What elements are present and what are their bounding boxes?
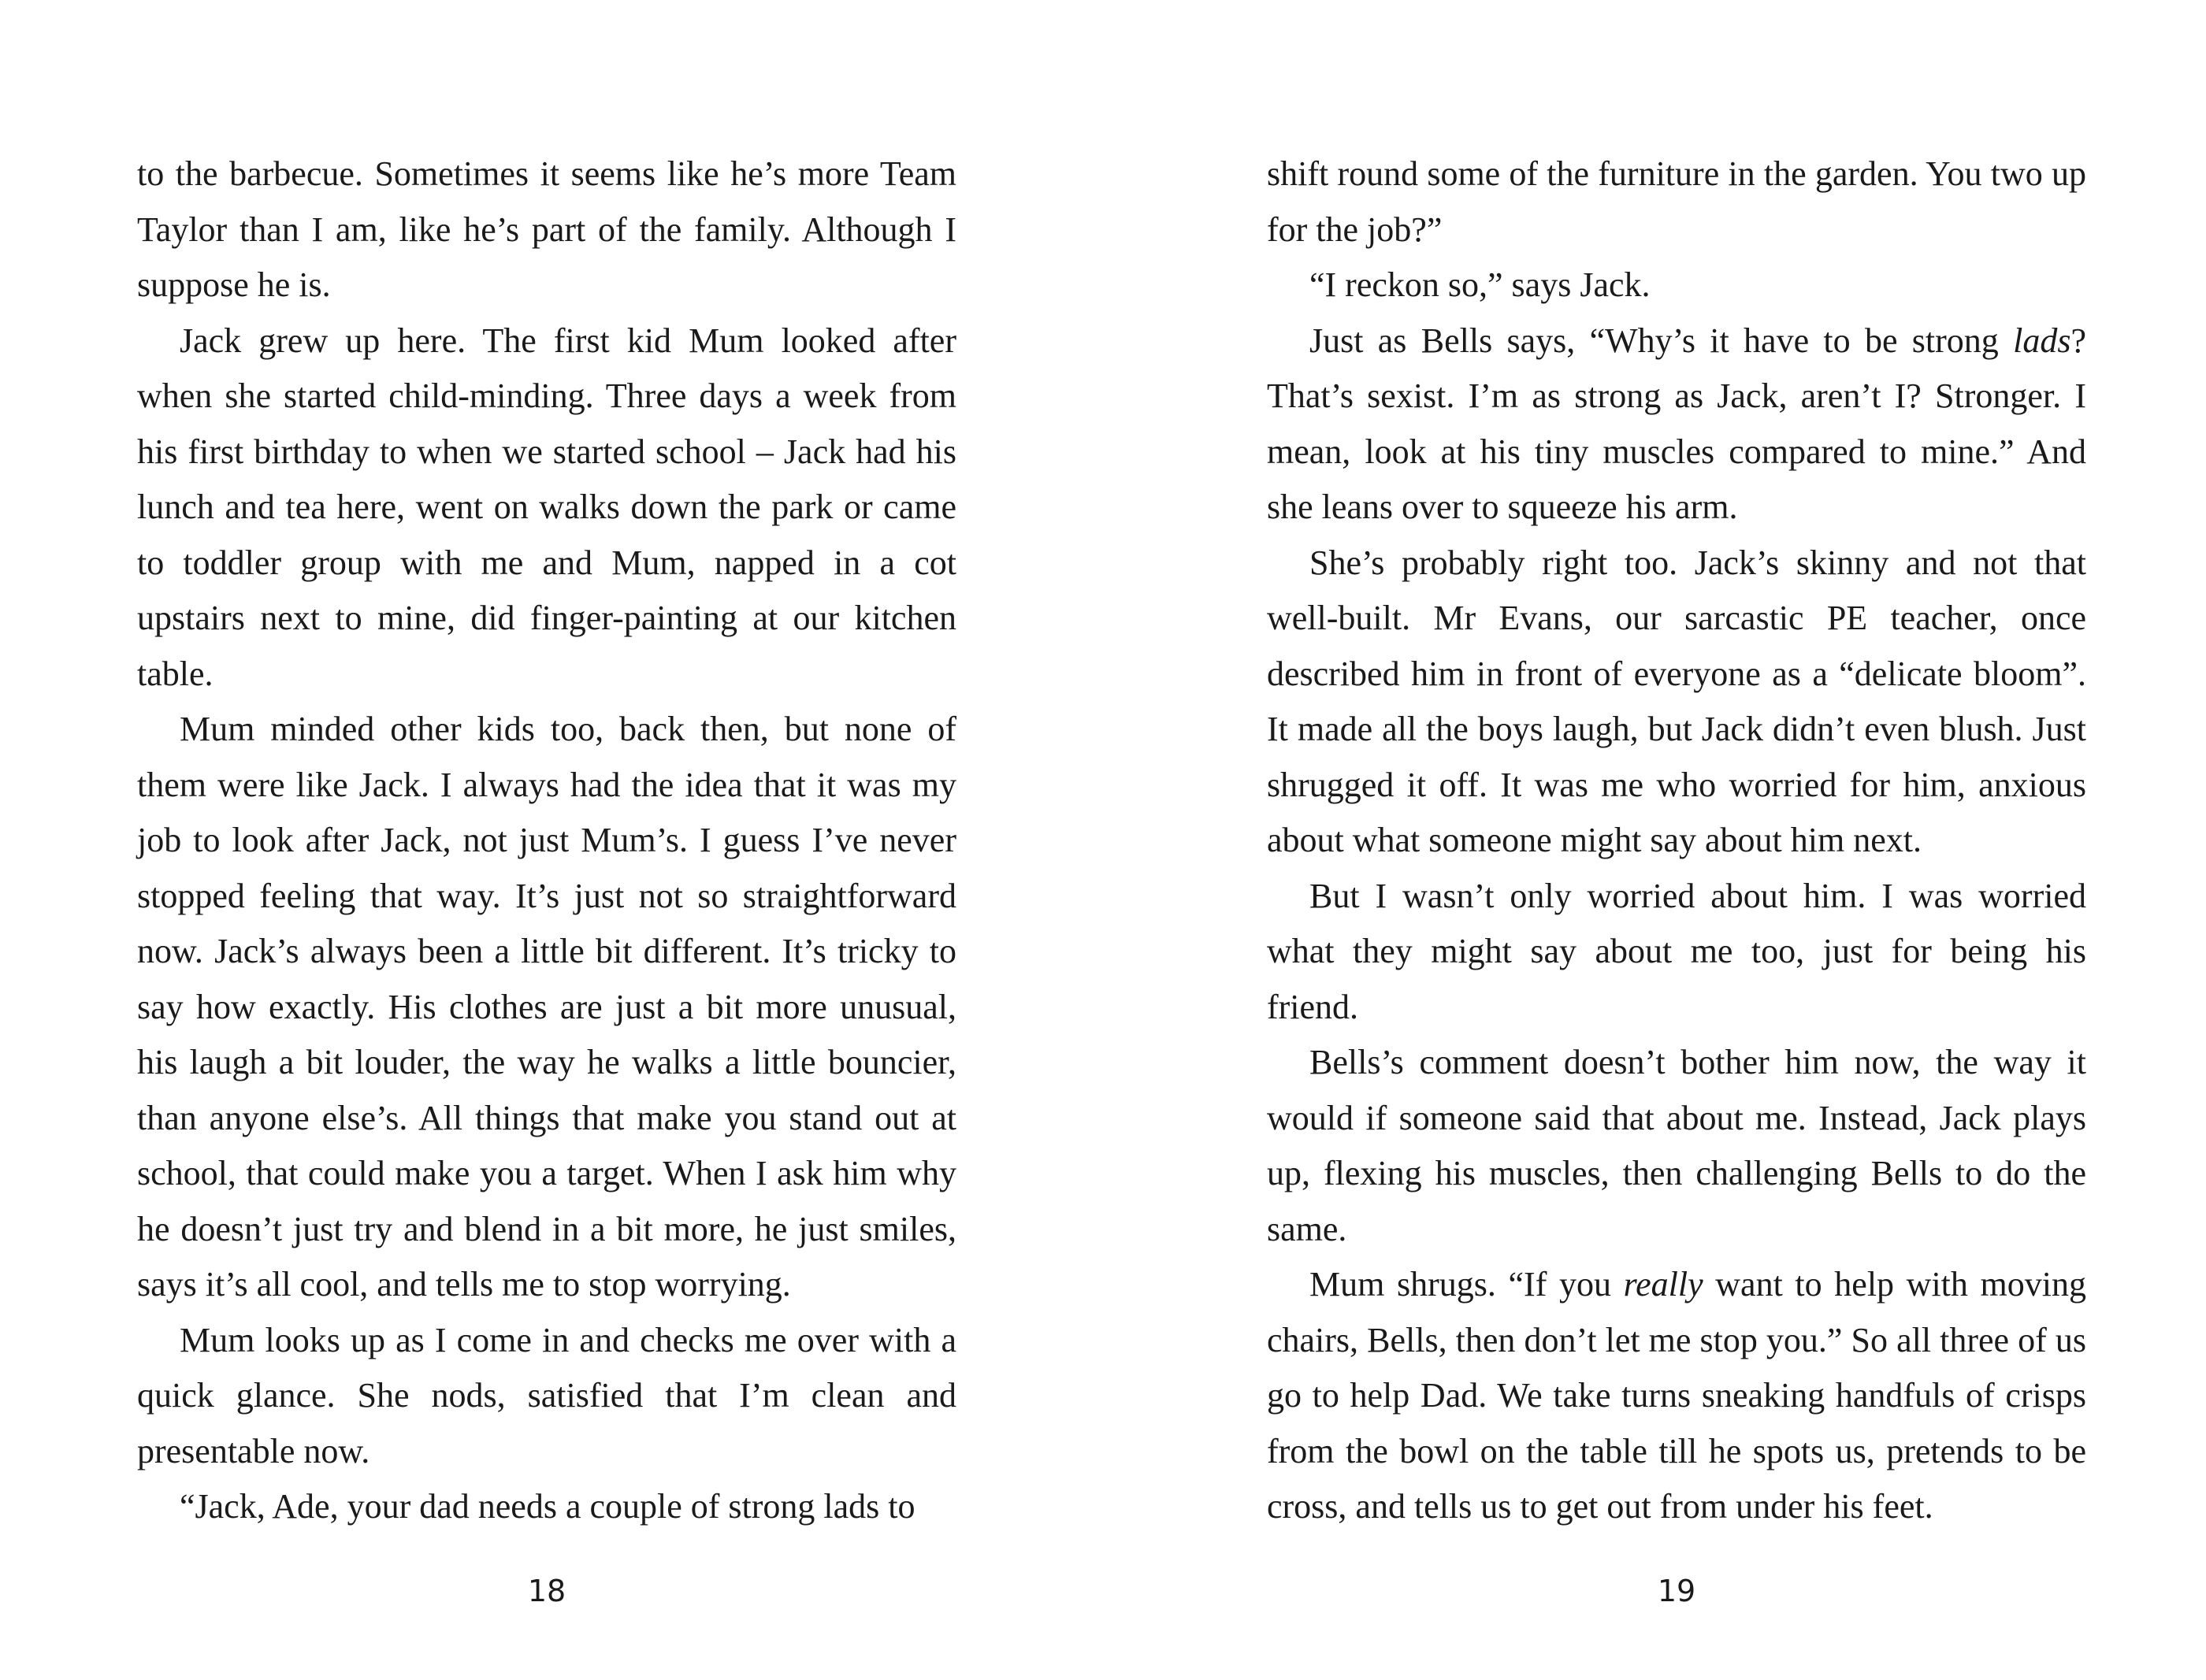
paragraph-text: Just as Bells says, “Why’s it have to be strong bbox=[1309, 321, 2014, 360]
paragraph: to the barbecue. Sometimes it seems like he’s more Team Taylor than I am, like he’s part of the family. Although I suppose he is. bbox=[137, 154, 956, 304]
left-page-body bbox=[137, 146, 956, 1535]
paragraph: But I wasn’t only worried about him. I was worried what they might say about me too, just for being his friend. bbox=[1267, 876, 2086, 1026]
paragraph: “I reckon so,” says Jack. bbox=[1309, 265, 1651, 304]
emphasis-text: lads bbox=[2013, 321, 2071, 360]
paragraph bbox=[1267, 1257, 2086, 1535]
paragraph: “Jack, Ade, your dad needs a couple of strong lads to bbox=[180, 1487, 915, 1526]
page-number: 19 bbox=[1657, 1574, 1696, 1608]
paragraph: She’s probably right too. Jack’s skinny and not that well-built. Mr Evans, our sarcastic PE teacher, once described him in front of everyone as a “delicate bloom”. It made all the boys laugh, but Jack didn’t even blush. Just shrugged it off. It was me who worried for him, anxious about what someone might say about him next. bbox=[1267, 543, 2086, 859]
paragraph: shift round some of the furniture in the garden. You two up for the job?” bbox=[1267, 154, 2086, 249]
right-page bbox=[1103, 0, 2206, 1680]
paragraph-text: ? That’s sexist. I’m as strong as Jack, aren’t I? Stronger. I mean, look at his tiny muscles compared to mine.” And she leans over to squeeze his arm. bbox=[1267, 321, 2086, 526]
page-number: 18 bbox=[527, 1574, 566, 1608]
right-page-body bbox=[1267, 146, 2086, 1535]
paragraph: Jack grew up here. The first kid Mum looked after when she started child-minding. Three days a week from his first birthday to when we started school – Jack had his lunch and tea here, went on walks down the park or came to toddler group with me and Mum, napped in a cot upstairs next to mine, did finger-painting at our kitchen table. bbox=[137, 321, 956, 693]
paragraph: Mum minded other kids too, back then, but none of them were like Jack. I always had the idea that it was my job to look after Jack, not just Mum’s. I guess I’ve never stopped feeling that way. It’s just not so straightforward now. Jack’s always been a little bit different. It’s tricky to say how exactly. His clothes are just a bit more unusual, his laugh a bit louder, the way he walks a little bouncier, than anyone else’s. All things that make you stand out at school, that could make you a target. When I ask him why he doesn’t just try and blend in a bit more, he just smiles, says it’s all cool, and tells me to stop worrying. bbox=[137, 710, 956, 1304]
paragraph-text: Mum shrugs. “If you bbox=[1309, 1265, 1624, 1304]
paragraph: Bells’s comment doesn’t bother him now, the way it would if someone said that about me. Instead, Jack plays up, flexing his muscles, then challenging Bells to do the same. bbox=[1267, 1043, 2086, 1248]
paragraph bbox=[1267, 313, 2086, 536]
paragraph: Mum looks up as I come in and checks me over with a quick glance. She nods, satisfied that I’m clean and presentable now. bbox=[137, 1320, 956, 1470]
emphasis-text: really bbox=[1623, 1265, 1703, 1304]
paragraph-text: want to help with moving chairs, Bells, then don’t let me stop you.” So all three of us go to help Dad. We take turns sneaking handfuls of crisps from the bowl on the table till he spots us, pretends to be cross, and tells us to get out from under his feet. bbox=[1267, 1265, 2086, 1526]
